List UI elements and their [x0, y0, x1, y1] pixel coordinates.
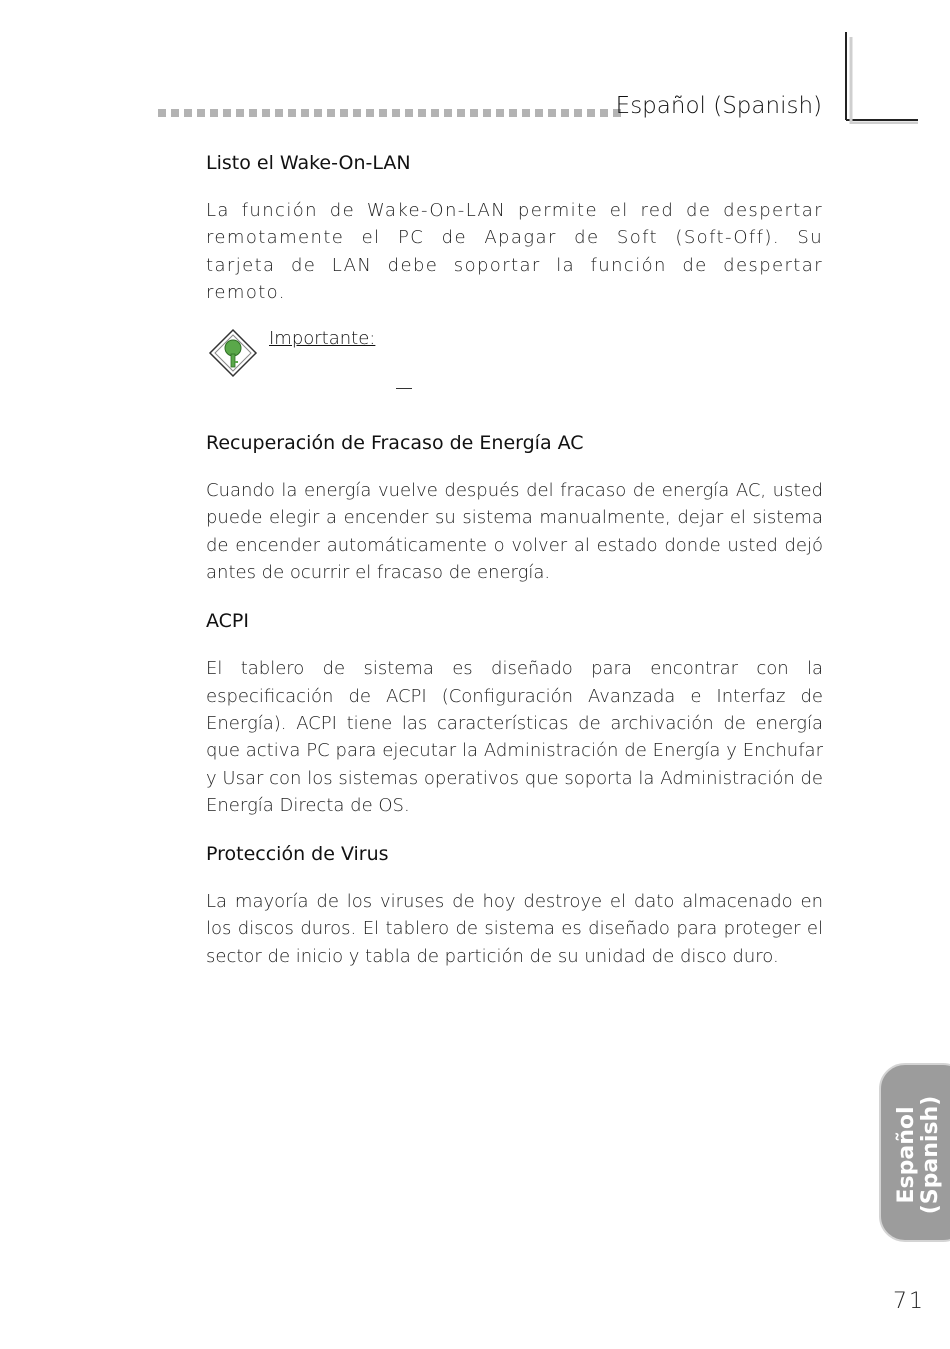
header-dotted-rule — [158, 109, 621, 117]
section-heading-acpi: ACPI — [206, 610, 249, 633]
side-tab-line2: (Spanish) — [918, 1095, 943, 1215]
section-body-virus-protection: La mayoría de los viruses de hoy destroye el dato almacenado en los discos duros. El tablero de sistema es diseñado para proteger el sector de inicio y tabla de partición de su unidad de disco duro. — [206, 891, 823, 967]
section-body-wake-on-lan: La función de Wake-On-LAN permite el red de despertar remotamente el PC de Apagar de Soft (Soft-Off). Su tarjeta de LAN debe soportar la función de despertar remoto. — [206, 200, 823, 303]
section-heading-virus-protection: Protección de Virus — [206, 843, 389, 866]
section-body-ac-power: Cuando la energía vuelve después del fracaso de energía AC, usted puede elegir a encender su sistema manualmente, dejar el sistema de encender automáticamente o volver al estado donde usted dejó antes de ocurrir el fracaso de energía. — [206, 480, 823, 584]
important-label: Importante: — [269, 328, 376, 350]
main-content — [206, 148, 823, 970]
page-number: 71 — [893, 1289, 925, 1314]
section-heading-ac-power: Recuperación de Fracaso de Energía AC — [206, 432, 584, 455]
dash-mark — [396, 388, 412, 389]
section-heading-wake-on-lan: Listo el Wake-On-LAN — [206, 152, 411, 174]
page-header-title: Español (Spanish) — [615, 93, 822, 119]
section-body-acpi: El tablero de sistema es diseñado para encontrar con la especificación de ACPI (Configuración Avanzada e Interfaz de Energía). ACPI tiene las características de archivación de energía que activa PC para ejecutar la Administración de Energía y Enchufar y Usar con los sistemas operativos que soporta la Administración de Energía Directa de OS. — [206, 658, 823, 816]
important-note — [206, 328, 823, 428]
key-icon — [208, 328, 258, 378]
corner-bracket-decoration — [843, 32, 918, 124]
side-tab-line1: Español — [894, 1106, 919, 1204]
side-tab-label — [895, 1096, 943, 1215]
language-side-tab — [879, 1063, 950, 1242]
